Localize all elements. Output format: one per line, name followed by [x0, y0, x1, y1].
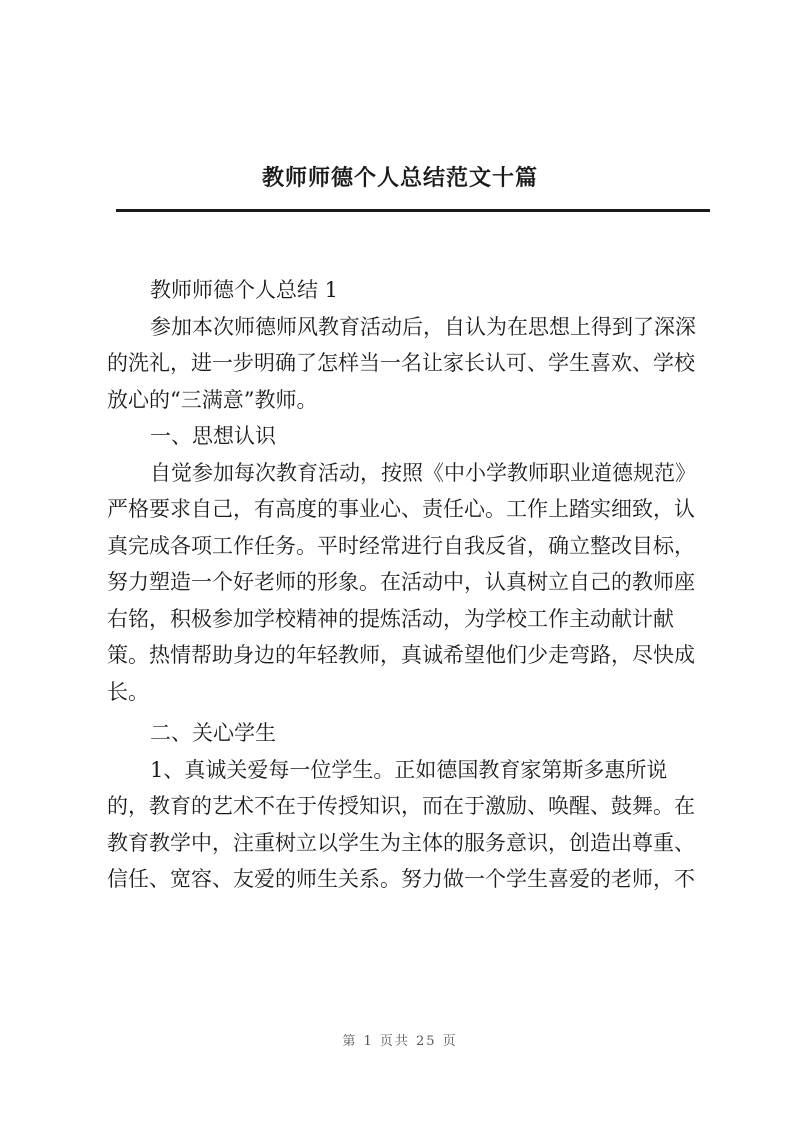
paragraph-line: 右铭，积极参加学校精神的提炼活动，为学校工作主动献计献 — [107, 606, 674, 631]
paragraph-line: 真完成各项工作任务。平时经常进行自我反省，确立整改目标， — [107, 533, 695, 558]
document-body — [107, 272, 717, 898]
paragraph-line: 的，教育的艺术不在于传授知识，而在于激励、唤醒、鼓舞。在 — [107, 794, 695, 818]
paragraph-line: 的洗礼，进一步明确了怎样当一名让家长认可、学生喜欢、学校 — [107, 351, 695, 375]
paragraph-line: 自觉参加每次教育活动，按照《中小学教师职业道德规范》 — [150, 460, 696, 485]
title-underline — [116, 209, 710, 212]
paragraph-line: 放心的“三满意”教师。 — [107, 387, 318, 412]
section-heading: 一、思想认识 — [150, 424, 276, 448]
paragraph-line: 教育教学中，注重树立以学生为主体的服务意识，创造出尊重、 — [107, 830, 695, 855]
document-title: 教师师德个人总结范文十篇 — [261, 165, 538, 191]
section-heading: 教师师德个人总结 1 — [150, 278, 339, 302]
paragraph-line: 严格要求自己，有高度的事业心、责任心。工作上踏实细致，认 — [107, 497, 695, 521]
section-heading: 二、关心学生 — [150, 721, 276, 745]
page-footer: 第 1 页共 25 页 — [342, 1034, 458, 1049]
paragraph-line: 信任、宽容、友爱的师生关系。努力做一个学生喜爱的老师，不 — [107, 867, 695, 891]
paragraph-line: 1、真诚关爱每一位学生。正如德国教育家第斯多惠所说 — [150, 757, 668, 782]
paragraph-line: 参加本次师德师风教育活动后，自认为在思想上得到了深深 — [150, 314, 696, 339]
paragraph-line: 策。热情帮助身边的年轻教师，真诚希望他们少走弯路，尽快成 — [107, 643, 695, 667]
paragraph-line: 长。 — [107, 679, 149, 704]
paragraph-line: 努力塑造一个好老师的形象。在活动中，认真树立自己的教师座 — [107, 570, 695, 594]
